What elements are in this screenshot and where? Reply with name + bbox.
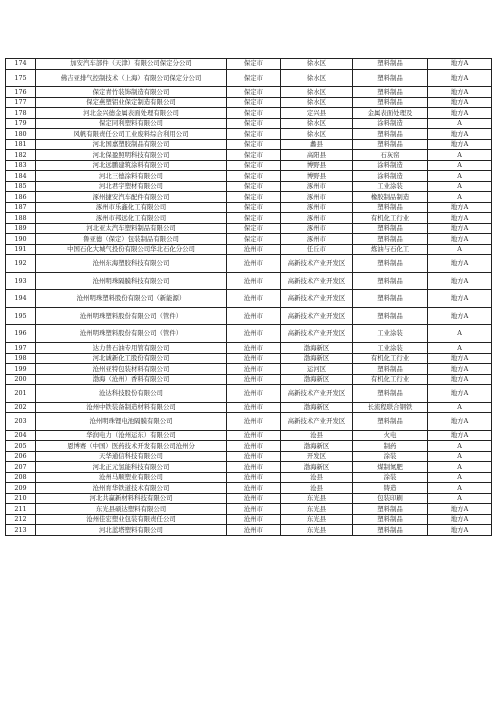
city-cell: 保定市 (227, 59, 281, 70)
table-row (6, 483, 492, 494)
row-number-cell: 198 (6, 353, 36, 364)
table-row (6, 160, 492, 171)
grade-cell: A (428, 441, 492, 452)
industry-cell: 塑料制品 (353, 364, 428, 375)
company-name-cell: 鲁亚德（保定）包装制品有限公司 (36, 234, 227, 245)
city-cell: 保定市 (227, 129, 281, 140)
company-name-cell: 河北亚太汽车塑料制品有限公司 (36, 223, 227, 234)
company-name-cell: 佛吉亚排气控制技术（上海）有限公司保定分公司 (36, 69, 227, 87)
row-number-cell: 211 (6, 504, 36, 515)
district-cell: 沧县 (281, 483, 353, 494)
city-cell: 保定市 (227, 160, 281, 171)
industry-cell: 塑料制品 (353, 525, 428, 536)
district-cell: 徐水区 (281, 69, 353, 87)
district-cell: 渤海新区 (281, 462, 353, 473)
industry-cell: 塑料制品 (353, 87, 428, 98)
district-cell: 东光县 (281, 504, 353, 515)
district-cell: 东光县 (281, 493, 353, 504)
row-number-cell: 197 (6, 343, 36, 354)
grade-cell: 地方A (428, 353, 492, 364)
company-name-cell: 河北正元氢能科技有限公司 (36, 462, 227, 473)
grade-cell: 地方A (428, 223, 492, 234)
district-cell: 涿州市 (281, 234, 353, 245)
row-number-cell: 204 (6, 430, 36, 441)
table-row (6, 139, 492, 150)
district-cell: 高新技术产业开发区 (281, 272, 353, 290)
company-name-cell: 沧州明珠塑料股份有限公司（管件） (36, 307, 227, 325)
company-name-cell: 沧州明珠隔膜科技有限公司 (36, 272, 227, 290)
grade-cell: A (428, 493, 492, 504)
city-cell: 保定市 (227, 181, 281, 192)
city-cell: 沧州市 (227, 255, 281, 273)
row-number-cell: 184 (6, 171, 36, 182)
company-name-cell: 东光县硕达塑料有限公司 (36, 504, 227, 515)
company-name-cell: 沧州明珠锂电池隔膜有限公司 (36, 413, 227, 431)
row-number-cell: 212 (6, 514, 36, 525)
district-cell: 高新技术产业开发区 (281, 413, 353, 431)
industry-cell: 涂料制造 (353, 118, 428, 129)
table-row (6, 234, 492, 245)
table-row (6, 353, 492, 364)
industry-cell: 塑料制品 (353, 97, 428, 108)
city-cell: 沧州市 (227, 504, 281, 515)
company-name-cell: 保定同利塑料有限公司 (36, 118, 227, 129)
table-row (6, 171, 492, 182)
industry-cell: 塑料制品 (353, 223, 428, 234)
row-number-cell: 208 (6, 472, 36, 483)
district-cell: 高阳县 (281, 150, 353, 161)
industry-cell: 包装印刷 (353, 493, 428, 504)
table-row (6, 402, 492, 413)
industry-cell: 橡胶制品制造 (353, 192, 428, 203)
table-row (6, 493, 492, 504)
industry-cell: 塑料制品 (353, 202, 428, 213)
city-cell: 沧州市 (227, 353, 281, 364)
company-name-cell: 沧州马顺塑业有限公司 (36, 472, 227, 483)
table-row (6, 213, 492, 224)
row-number-cell: 181 (6, 139, 36, 150)
grade-cell: 地方A (428, 59, 492, 70)
row-number-cell: 190 (6, 234, 36, 245)
city-cell: 沧州市 (227, 290, 281, 308)
table-row (6, 290, 492, 308)
grade-cell: 地方A (428, 97, 492, 108)
district-cell: 渤海新区 (281, 353, 353, 364)
company-name-cell: 保定燕塑铝业保定制造有限公司 (36, 97, 227, 108)
row-number-cell: 186 (6, 192, 36, 203)
grade-cell: 地方A (428, 364, 492, 375)
table-row (6, 374, 492, 385)
company-name-cell: 河北共赢新材料科技有限公司 (36, 493, 227, 504)
company-name-cell: 沧达科技股份有限公司 (36, 385, 227, 403)
table-row (6, 364, 492, 375)
district-cell: 渤海新区 (281, 343, 353, 354)
table-body (6, 59, 492, 536)
city-cell: 沧州市 (227, 514, 281, 525)
industry-cell: 塑料制品 (353, 59, 428, 70)
row-number-cell: 191 (6, 244, 36, 255)
district-cell: 徐水区 (281, 59, 353, 70)
row-number-cell: 202 (6, 402, 36, 413)
table-row (6, 325, 492, 343)
company-name-cell: 华润电力（沧州运东）有限公司 (36, 430, 227, 441)
city-cell: 沧州市 (227, 525, 281, 536)
industry-cell: 有机化工行业 (353, 213, 428, 224)
row-number-cell: 206 (6, 451, 36, 462)
row-number-cell: 203 (6, 413, 36, 431)
company-name-cell: 沧州明珠塑料股份有限公司（新能源） (36, 290, 227, 308)
table-row (6, 59, 492, 70)
row-number-cell: 200 (6, 374, 36, 385)
table-row (6, 108, 492, 119)
row-number-cell: 205 (6, 441, 36, 452)
company-name-cell: 渤海（沧州）香料有限公司 (36, 374, 227, 385)
industry-cell: 金属表面处理及 (353, 108, 428, 119)
industry-cell: 工业涂装 (353, 325, 428, 343)
grade-cell: A (428, 181, 492, 192)
industry-cell: 塑料制品 (353, 139, 428, 150)
city-cell: 沧州市 (227, 472, 281, 483)
company-name-cell: 河北远鹏建筑涂料有限公司 (36, 160, 227, 171)
grade-cell: 地方A (428, 290, 492, 308)
district-cell: 沧县 (281, 472, 353, 483)
industry-cell: 塑料制品 (353, 129, 428, 140)
grade-cell: A (428, 192, 492, 203)
row-number-cell: 178 (6, 108, 36, 119)
city-cell: 沧州市 (227, 430, 281, 441)
district-cell: 涿州市 (281, 202, 353, 213)
grade-cell: 地方A (428, 139, 492, 150)
district-cell: 高新技术产业开发区 (281, 307, 353, 325)
row-number-cell: 207 (6, 462, 36, 473)
table-row (6, 129, 492, 140)
grade-cell: 地方A (428, 374, 492, 385)
grade-cell: A (428, 160, 492, 171)
grade-cell: A (428, 451, 492, 462)
district-cell: 博野县 (281, 171, 353, 182)
industry-cell: 塑料制品 (353, 413, 428, 431)
table-row (6, 430, 492, 441)
city-cell: 保定市 (227, 202, 281, 213)
table-row (6, 307, 492, 325)
table-row (6, 525, 492, 536)
district-cell: 东光县 (281, 514, 353, 525)
table-row (6, 97, 492, 108)
industry-cell: 工业涂装 (353, 181, 428, 192)
company-name-cell: 恩博赛（中国）医药技术开发有限公司沧州分 (36, 441, 227, 452)
row-number-cell: 183 (6, 160, 36, 171)
grade-cell: A (428, 150, 492, 161)
grade-cell: 地方A (428, 129, 492, 140)
table-row (6, 181, 492, 192)
district-cell: 渤海新区 (281, 441, 353, 452)
table-row (6, 223, 492, 234)
industry-cell: 涂装 (353, 451, 428, 462)
grade-cell: 地方A (428, 108, 492, 119)
industry-cell: 石灰窑 (353, 150, 428, 161)
district-cell: 高新技术产业开发区 (281, 255, 353, 273)
city-cell: 沧州市 (227, 413, 281, 431)
table-row (6, 462, 492, 473)
district-cell: 高新技术产业开发区 (281, 325, 353, 343)
row-number-cell: 210 (6, 493, 36, 504)
company-name-cell: 涿州捷安汽车配件有限公司 (36, 192, 227, 203)
grade-cell: 地方A (428, 307, 492, 325)
company-name-cell: 天华通信科技有限公司 (36, 451, 227, 462)
grade-cell: A (428, 244, 492, 255)
grade-cell: 地方A (428, 255, 492, 273)
district-cell: 运河区 (281, 364, 353, 375)
industry-cell: 塑料制品 (353, 307, 428, 325)
row-number-cell: 192 (6, 255, 36, 273)
industry-cell: 煤制氮肥 (353, 462, 428, 473)
company-name-cell: 河北蓝塔塑料有限公司 (36, 525, 227, 536)
industry-cell: 火电 (353, 430, 428, 441)
table-row (6, 192, 492, 203)
district-cell: 蠡县 (281, 139, 353, 150)
city-cell: 保定市 (227, 139, 281, 150)
industry-cell: 塑料制品 (353, 234, 428, 245)
table-row (6, 87, 492, 98)
table-row (6, 343, 492, 354)
district-cell: 东光县 (281, 525, 353, 536)
industry-cell: 塑料制品 (353, 514, 428, 525)
industry-cell: 长流程联合钢铁 (353, 402, 428, 413)
grade-cell: 地方A (428, 202, 492, 213)
industry-cell: 塑料制品 (353, 504, 428, 515)
industry-cell: 工业涂装 (353, 343, 428, 354)
grade-cell: A (428, 343, 492, 354)
company-name-cell: 沧州明珠塑料股份有限公司（管件） (36, 325, 227, 343)
district-cell: 渤海新区 (281, 374, 353, 385)
industry-cell: 有机化工行业 (353, 353, 428, 364)
city-cell: 保定市 (227, 234, 281, 245)
table-row (6, 202, 492, 213)
enterprise-list-table (5, 58, 492, 536)
industry-cell: 铸造 (353, 483, 428, 494)
city-cell: 保定市 (227, 223, 281, 234)
row-number-cell: 193 (6, 272, 36, 290)
grade-cell: 地方A (428, 385, 492, 403)
city-cell: 保定市 (227, 150, 281, 161)
company-name-cell: 沧州亚特包装材料有限公司 (36, 364, 227, 375)
company-name-cell: 中国石化大城气投份有限公司华北石化分公司 (36, 244, 227, 255)
district-cell: 徐水区 (281, 118, 353, 129)
table-row (6, 69, 492, 87)
company-name-cell: 沧州佳宏塑业包装有限责任公司 (36, 514, 227, 525)
city-cell: 保定市 (227, 108, 281, 119)
table-row (6, 441, 492, 452)
row-number-cell: 175 (6, 69, 36, 87)
company-name-cell: 河北三德涂料有限公司 (36, 171, 227, 182)
industry-cell: 塑料制品 (353, 69, 428, 87)
city-cell: 沧州市 (227, 244, 281, 255)
district-cell: 涿州市 (281, 223, 353, 234)
table-row (6, 118, 492, 129)
row-number-cell: 189 (6, 223, 36, 234)
row-number-cell: 196 (6, 325, 36, 343)
company-name-cell: 河北诚新化工股份有限公司 (36, 353, 227, 364)
district-cell: 定兴县 (281, 108, 353, 119)
grade-cell: A (428, 402, 492, 413)
grade-cell: 地方A (428, 514, 492, 525)
industry-cell: 有机化工行业 (353, 374, 428, 385)
table-row (6, 514, 492, 525)
table-row (6, 244, 492, 255)
industry-cell: 涂料制造 (353, 171, 428, 182)
city-cell: 沧州市 (227, 402, 281, 413)
grade-cell: A (428, 325, 492, 343)
row-number-cell: 213 (6, 525, 36, 536)
row-number-cell: 199 (6, 364, 36, 375)
district-cell: 渤海新区 (281, 402, 353, 413)
city-cell: 保定市 (227, 213, 281, 224)
industry-cell: 涂料制造 (353, 160, 428, 171)
row-number-cell: 180 (6, 129, 36, 140)
row-number-cell: 195 (6, 307, 36, 325)
city-cell: 沧州市 (227, 272, 281, 290)
table-row (6, 385, 492, 403)
row-number-cell: 182 (6, 150, 36, 161)
city-cell: 保定市 (227, 118, 281, 129)
district-cell: 徐水区 (281, 129, 353, 140)
row-number-cell: 176 (6, 87, 36, 98)
row-number-cell: 209 (6, 483, 36, 494)
district-cell: 徐水区 (281, 97, 353, 108)
grade-cell: A (428, 472, 492, 483)
district-cell: 徐水区 (281, 87, 353, 98)
company-name-cell: 河北君宇塑材有限公司 (36, 181, 227, 192)
industry-cell: 塑料制品 (353, 290, 428, 308)
row-number-cell: 201 (6, 385, 36, 403)
industry-cell: 塑料制品 (353, 385, 428, 403)
city-cell: 沧州市 (227, 385, 281, 403)
table-row (6, 504, 492, 515)
table-row (6, 150, 492, 161)
city-cell: 沧州市 (227, 493, 281, 504)
grade-cell: 地方A (428, 234, 492, 245)
district-cell: 高新技术产业开发区 (281, 385, 353, 403)
industry-cell: 炼油与石化工 (353, 244, 428, 255)
district-cell: 博野县 (281, 160, 353, 171)
grade-cell: A (428, 462, 492, 473)
company-name-cell: 沧州中铁装备制造材料有限公司 (36, 402, 227, 413)
grade-cell: 地方A (428, 430, 492, 441)
city-cell: 保定市 (227, 192, 281, 203)
city-cell: 沧州市 (227, 441, 281, 452)
row-number-cell: 174 (6, 59, 36, 70)
grade-cell: A (428, 171, 492, 182)
industry-cell: 涂装 (353, 472, 428, 483)
city-cell: 保定市 (227, 97, 281, 108)
row-number-cell: 177 (6, 97, 36, 108)
company-name-cell: 河北国嘉塑胶制品有限公司 (36, 139, 227, 150)
row-number-cell: 179 (6, 118, 36, 129)
company-name-cell: 沧州东海塑胶科技有限公司 (36, 255, 227, 273)
company-name-cell: 涿州市乐鑫化工有限公司 (36, 202, 227, 213)
company-name-cell: 沧州育华铁道技术有限公司 (36, 483, 227, 494)
city-cell: 沧州市 (227, 462, 281, 473)
grade-cell: 地方A (428, 525, 492, 536)
grade-cell: 地方A (428, 504, 492, 515)
city-cell: 沧州市 (227, 374, 281, 385)
city-cell: 保定市 (227, 171, 281, 182)
district-cell: 开发区 (281, 451, 353, 462)
city-cell: 沧州市 (227, 483, 281, 494)
city-cell: 沧州市 (227, 343, 281, 354)
district-cell: 沧县 (281, 430, 353, 441)
table-row (6, 272, 492, 290)
grade-cell: A (428, 483, 492, 494)
city-cell: 保定市 (227, 87, 281, 98)
city-cell: 沧州市 (227, 364, 281, 375)
row-number-cell: 194 (6, 290, 36, 308)
table-row (6, 451, 492, 462)
industry-cell: 塑料制品 (353, 255, 428, 273)
grade-cell: 地方A (428, 413, 492, 431)
row-number-cell: 188 (6, 213, 36, 224)
grade-cell: 地方A (428, 213, 492, 224)
grade-cell: 地方A (428, 87, 492, 98)
district-cell: 任丘市 (281, 244, 353, 255)
table-row (6, 255, 492, 273)
company-name-cell: 加安汽车部件（天津）有限公司保定分公司 (36, 59, 227, 70)
district-cell: 涿州市 (281, 213, 353, 224)
grade-cell: 地方A (428, 272, 492, 290)
industry-cell: 塑料制品 (353, 272, 428, 290)
city-cell: 保定市 (227, 69, 281, 87)
row-number-cell: 185 (6, 181, 36, 192)
company-name-cell: 达力普石油专用管有限公司 (36, 343, 227, 354)
company-name-cell: 风帆有限责任公司工业废料综合利用公司 (36, 129, 227, 140)
row-number-cell: 187 (6, 202, 36, 213)
grade-cell: 地方A (428, 69, 492, 87)
grade-cell: A (428, 118, 492, 129)
company-name-cell: 涿州市邦远化工有限公司 (36, 213, 227, 224)
company-name-cell: 保定青竹装饰制造有限公司 (36, 87, 227, 98)
district-cell: 高新技术产业开发区 (281, 290, 353, 308)
table-row (6, 413, 492, 431)
city-cell: 沧州市 (227, 307, 281, 325)
company-name-cell: 河北保盈照明科技有限公司 (36, 150, 227, 161)
table-row (6, 472, 492, 483)
district-cell: 涿州市 (281, 181, 353, 192)
company-name-cell: 河北金兴德金属表面处理有限公司 (36, 108, 227, 119)
city-cell: 沧州市 (227, 325, 281, 343)
city-cell: 沧州市 (227, 451, 281, 462)
industry-cell: 制药 (353, 441, 428, 452)
district-cell: 涿州市 (281, 192, 353, 203)
